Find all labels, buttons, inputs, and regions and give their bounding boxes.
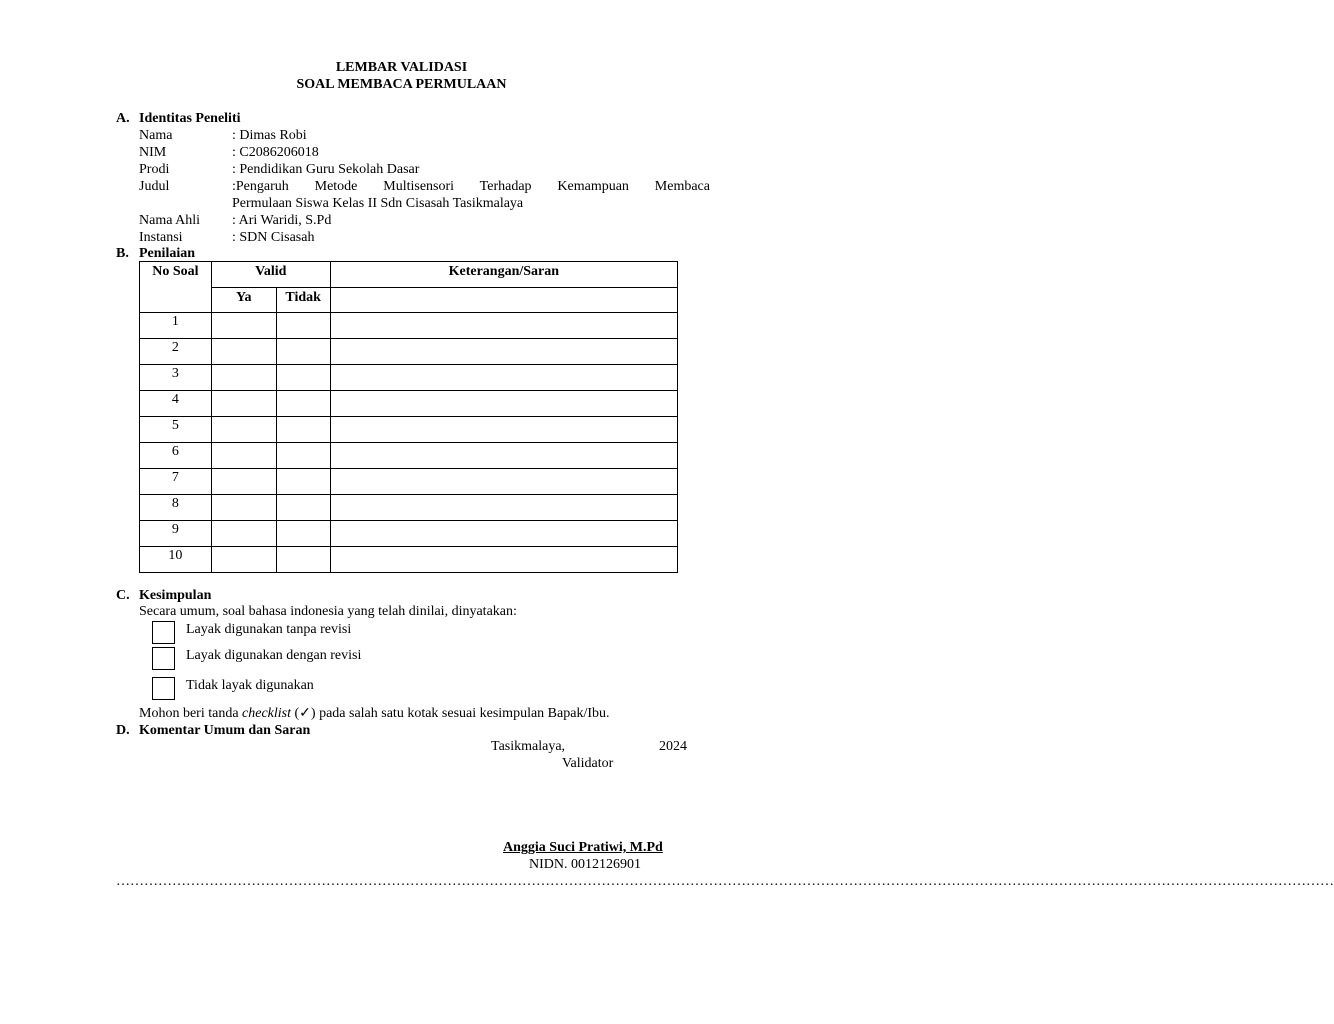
note-after: (✓) pada salah satu kotak sesuai kesimpulan Bapak/Ibu. <box>291 706 610 721</box>
cell-tidak[interactable] <box>276 469 330 495</box>
cell-keterangan[interactable] <box>330 365 677 391</box>
option-label-1: Layak digunakan tanpa revisi <box>186 622 352 637</box>
header-keterangan-blank <box>330 288 677 313</box>
section-d-letter: D. <box>116 723 130 738</box>
validator-nidn: NIDN. 0012126901 <box>529 857 641 872</box>
cell-tidak[interactable] <box>276 339 330 365</box>
table-row <box>140 391 678 417</box>
cell-ya[interactable] <box>211 313 276 339</box>
field-label-nama: Nama <box>139 128 173 143</box>
cell-ya[interactable] <box>211 521 276 547</box>
row-number: 10 <box>140 547 212 573</box>
checkbox-option-1[interactable] <box>152 621 175 644</box>
cell-ya[interactable] <box>211 547 276 573</box>
section-c-letter: C. <box>116 588 130 603</box>
cell-keterangan[interactable] <box>330 339 677 365</box>
field-label-nama-ahli: Nama Ahli <box>139 213 201 228</box>
row-number: 9 <box>140 521 212 547</box>
cell-tidak[interactable] <box>276 417 330 443</box>
cell-tidak[interactable] <box>276 391 330 417</box>
cell-keterangan[interactable] <box>330 313 677 339</box>
cell-tidak[interactable] <box>276 547 330 573</box>
header-ya: Ya <box>211 288 276 313</box>
row-number: 6 <box>140 443 212 469</box>
signature-role: Validator <box>562 756 614 771</box>
row-number: 3 <box>140 365 212 391</box>
header-keterangan: Keterangan/Saran <box>330 262 677 288</box>
section-a-letter: A. <box>116 111 130 126</box>
section-c-title: Kesimpulan <box>139 588 212 603</box>
row-number: 7 <box>140 469 212 495</box>
cell-ya[interactable] <box>211 495 276 521</box>
table-row <box>140 443 678 469</box>
option-label-3: Tidak layak digunakan <box>186 678 314 693</box>
cell-tidak[interactable] <box>276 521 330 547</box>
table-row <box>140 339 678 365</box>
row-number: 4 <box>140 391 212 417</box>
checkbox-option-3[interactable] <box>152 677 175 700</box>
field-value-judul-line2: Permulaan Siswa Kelas II Sdn Cisasah Tasikmalaya <box>232 196 524 211</box>
checkbox-option-2[interactable] <box>152 647 175 670</box>
cell-keterangan[interactable] <box>330 469 677 495</box>
field-label-prodi: Prodi <box>139 162 170 177</box>
signature-year: 2024 <box>659 739 687 754</box>
assessment-table <box>139 261 678 573</box>
cell-keterangan[interactable] <box>330 521 677 547</box>
table-row <box>140 495 678 521</box>
cell-tidak[interactable] <box>276 365 330 391</box>
cell-keterangan[interactable] <box>330 495 677 521</box>
cell-keterangan[interactable] <box>330 547 677 573</box>
note-italic: checklist <box>242 706 292 721</box>
field-label-nim: NIM <box>139 145 167 160</box>
option-label-2: Layak digunakan dengan revisi <box>186 648 362 663</box>
signature-place: Tasikmalaya, <box>491 739 566 754</box>
note-before: Mohon beri tanda <box>139 706 243 721</box>
row-number: 5 <box>140 417 212 443</box>
cell-ya[interactable] <box>211 339 276 365</box>
row-number: 8 <box>140 495 212 521</box>
table-row <box>140 313 678 339</box>
header-tidak: Tidak <box>276 288 330 313</box>
cell-ya[interactable] <box>211 365 276 391</box>
title-line-2: SOAL MEMBACA PERMULAAN <box>296 77 507 92</box>
conclusion-intro: Secara umum, soal bahasa indonesia yang telah dinilai, dinyatakan: <box>139 604 517 619</box>
field-value-nama: : Dimas Robi <box>232 128 307 143</box>
row-number: 1 <box>140 313 212 339</box>
table-row <box>140 417 678 443</box>
dotted-line: ……………………………………………………………………………………………………………………………………………………………………………………………………………………………………… <box>116 874 1334 889</box>
table-row <box>140 547 678 573</box>
cell-tidak[interactable] <box>276 313 330 339</box>
field-label-judul: Judul <box>139 179 170 194</box>
table-row <box>140 521 678 547</box>
cell-ya[interactable] <box>211 391 276 417</box>
table-row <box>140 365 678 391</box>
cell-keterangan[interactable] <box>330 391 677 417</box>
cell-keterangan[interactable] <box>330 443 677 469</box>
cell-ya[interactable] <box>211 443 276 469</box>
section-a-title: Identitas Peneliti <box>139 111 241 126</box>
cell-keterangan[interactable] <box>330 417 677 443</box>
field-value-instansi: : SDN Cisasah <box>232 230 315 245</box>
title-line-1: LEMBAR VALIDASI <box>335 60 468 75</box>
cell-tidak[interactable] <box>276 443 330 469</box>
field-label-instansi: Instansi <box>139 230 183 245</box>
header-no-soal: No Soal <box>140 262 212 313</box>
field-value-nama-ahli: : Ari Waridi, S.Pd <box>232 213 332 228</box>
cell-ya[interactable] <box>211 469 276 495</box>
row-number: 2 <box>140 339 212 365</box>
section-d-title: Komentar Umum dan Saran <box>139 723 311 738</box>
section-b-letter: B. <box>116 246 129 261</box>
field-value-prodi: : Pendidikan Guru Sekolah Dasar <box>232 162 420 177</box>
cell-ya[interactable] <box>211 417 276 443</box>
field-value-judul: :Pengaruh Metode Multisensori Terhadap Kemampuan Membaca <box>232 179 710 194</box>
section-b-title: Penilaian <box>139 246 196 261</box>
checklist-note <box>139 705 610 722</box>
field-value-nim: : C2086206018 <box>232 145 319 160</box>
table-row <box>140 469 678 495</box>
validator-name: Anggia Suci Pratiwi, M.Pd <box>503 840 663 855</box>
header-valid: Valid <box>211 262 330 288</box>
cell-tidak[interactable] <box>276 495 330 521</box>
